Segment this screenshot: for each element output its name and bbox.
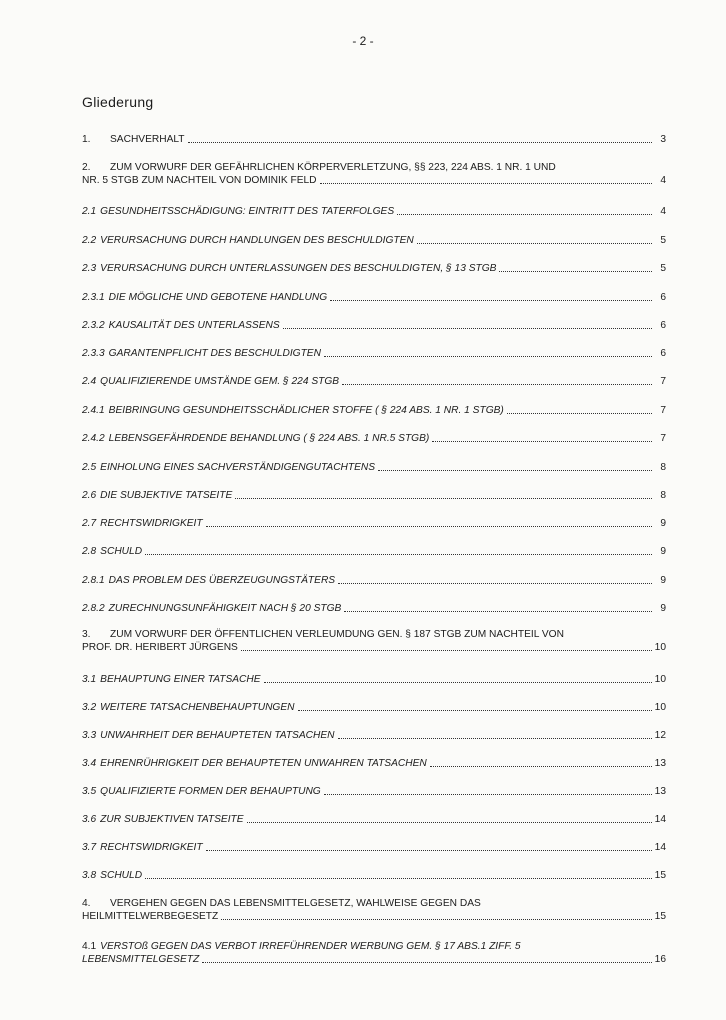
dot-leader [324,355,652,357]
toc-entry-title: QUALIFIZIERTE FORMEN DER BEHAUPTUNG [100,786,321,797]
toc-entry-title: DIE SUBJEKTIVE TATSEITE [100,490,233,501]
toc-entry-number: 3.2 [82,702,97,713]
toc-entry-number: 2.4 [82,376,97,387]
toc-entry [82,489,666,502]
toc-entry-page: 12 [654,730,666,741]
toc-entry-number: 2.8 [82,546,97,557]
dot-leader [206,525,652,527]
toc-entry-title: UNWAHRHEIT DER BEHAUPTETEN TATSACHEN [100,730,335,741]
toc-entry-number: 2.7 [82,518,97,529]
dot-leader [342,383,652,385]
toc-entry-page: 13 [654,786,666,797]
toc-entry-number: 3. [82,629,91,640]
page-title: Gliederung [82,94,154,110]
toc-entry-number: 2.8.2 [82,603,105,614]
toc-entry-title: SCHULD [100,546,143,557]
toc-entry-number: 2.3.1 [82,292,105,303]
toc-entry [82,841,666,854]
toc-entry [82,729,666,742]
toc-entry-page: 4 [660,206,666,217]
dot-leader [221,918,652,920]
toc-entry [82,319,666,332]
toc-entry [82,701,666,714]
toc-entry-number: 2.3 [82,263,97,274]
toc-entry-page: 14 [654,814,666,825]
toc-entry-number: 2.3.3 [82,348,105,359]
toc-entry-number: 2.8.1 [82,575,105,586]
toc-entry-title: DAS PROBLEM DES ÜBERZEUGUNGSTÄTERS [108,575,336,586]
toc-entry-title: VERURSACHUNG DURCH UNTERLASSUNGEN DES BESCHULDIGTEN, § 13 STGB [100,263,497,274]
toc-entry-page: 7 [660,433,666,444]
toc-entry-number: 3.1 [82,674,97,685]
toc-entry-title: EINHOLUNG EINES SACHVERSTÄNDIGENGUTACHTENS [100,462,376,473]
toc-entry [82,574,666,587]
toc-entry [82,897,666,923]
dot-leader [247,821,652,823]
toc-entry-page: 9 [660,603,666,614]
dot-leader [241,649,652,651]
toc-entry [82,432,666,445]
dot-leader [298,709,652,711]
toc-entry-title: KAUSALITÄT DES UNTERLASSENS [108,320,280,331]
toc-entry [82,161,666,187]
toc-entry [82,234,666,247]
toc-entry-title: QUALIFIZIERENDE UMSTÄNDE GEM. § 224 STGB [100,376,340,387]
dot-leader [330,299,652,301]
toc-entry-page: 14 [654,842,666,853]
toc-entry-title: EHRENRÜHRIGKEIT DER BEHAUPTETEN UNWAHREN TATSACHEN [100,758,427,769]
toc-entry-title: BEIBRINGUNG GESUNDHEITSSCHÄDLICHER STOFFE ( § 224 ABS. 1 NR. 1 STGB) [108,405,504,416]
toc-entry-number: 2.4.2 [82,433,105,444]
toc-entry-title: SCHULD [100,870,143,881]
dot-leader [338,582,652,584]
toc-entry-title: ZUM VORWURF DER ÖFFENTLICHEN VERLEUMDUNG GEN. § 187 STGB ZUM NACHTEIL VON [110,629,564,640]
dot-leader [206,849,652,851]
dot-leader [188,141,652,143]
toc-entry-number: 4.1 [82,941,97,952]
toc-entry-title: BEHAUPTUNG EINER TATSACHE [100,674,261,685]
toc-entry-page: 6 [660,320,666,331]
toc-entry-page: 8 [660,462,666,473]
toc-entry-number: 4. [82,898,91,909]
toc-entry-number: 2.2 [82,235,97,246]
toc-entry-title: SACHVERHALT [110,134,185,145]
toc-entry-number: 2.4.1 [82,405,105,416]
toc-entry-page: 9 [660,575,666,586]
toc-entry-page: 15 [654,870,666,881]
toc-entry-title: GARANTENPFLICHT DES BESCHULDIGTEN [108,348,321,359]
toc-entry-page: 10 [654,674,666,685]
dot-leader [145,553,652,555]
toc-entry [82,262,666,275]
toc-entry-title-continued: HEILMITTELWERBEGESETZ [82,911,219,922]
toc-entry-page: 6 [660,348,666,359]
dot-leader [324,793,652,795]
toc-entry-title: VERURSACHUNG DURCH HANDLUNGEN DES BESCHULDIGTEN [100,235,414,246]
dot-leader [344,610,652,612]
dot-leader [264,681,652,683]
dot-leader [378,469,652,471]
toc-entry-page: 10 [654,642,666,653]
toc-entry-number: 3.8 [82,870,97,881]
toc-entry-title-continued: NR. 5 STGB ZUM NACHTEIL VON DOMINIK FELD [82,175,317,186]
toc-entry-title: ZUR SUBJEKTIVEN TATSEITE [100,814,244,825]
dot-leader [499,270,652,272]
toc-entry-page: 7 [660,376,666,387]
dot-leader [417,242,652,244]
toc-entry-title-continued: PROF. DR. HERIBERT JÜRGENS [82,642,238,653]
dot-leader [338,737,652,739]
toc-entry-number: 2.1 [82,206,97,217]
toc-entry-number: 3.5 [82,786,97,797]
toc-entry [82,517,666,530]
toc-entry [82,347,666,360]
toc-entry-title: VERGEHEN GEGEN DAS LEBENSMITTELGESETZ, WAHLWEISE GEGEN DAS [110,898,481,909]
toc-entry [82,602,666,615]
toc-entry-number: 3.6 [82,814,97,825]
toc-entry-page: 9 [660,518,666,529]
toc-entry-page: 15 [654,911,666,922]
dot-leader [432,440,652,442]
toc-entry-number: 2.6 [82,490,97,501]
toc-entry-page: 13 [654,758,666,769]
toc-entry [82,757,666,770]
toc-entry [82,673,666,686]
toc-entry-number: 3.7 [82,842,97,853]
toc-entry [82,628,666,654]
toc-entry-title: GESUNDHEITSSCHÄDIGUNG: EINTRITT DES TATERFOLGES [100,206,395,217]
toc-entry-title: ZUM VORWURF DER GEFÄHRLICHEN KÖRPERVERLETZUNG, §§ 223, 224 ABS. 1 NR. 1 UND [110,162,556,173]
toc-entry-number: 2.3.2 [82,320,105,331]
dot-leader [145,877,652,879]
toc-entry [82,404,666,417]
dot-leader [320,182,652,184]
toc-entry [82,785,666,798]
toc-entry-page: 16 [654,954,666,965]
toc-entry [82,205,666,218]
dot-leader [430,765,652,767]
toc-entry-page: 8 [660,490,666,501]
toc-entry [82,461,666,474]
toc-entry-page: 5 [660,235,666,246]
toc-entry [82,813,666,826]
toc-entry-page: 9 [660,546,666,557]
dot-leader [202,961,652,963]
toc-entry [82,545,666,558]
dot-leader [283,327,652,329]
toc-entry [82,869,666,882]
toc-entry-number: 1. [82,134,91,145]
toc-entry-title: VERSTOß GEGEN DAS VERBOT IRREFÜHRENDER WERBUNG GEM. § 17 ABS.1 ZIFF. 5 [100,941,521,952]
toc-entry [82,133,666,146]
toc-entry-page: 3 [660,134,666,145]
toc-entry-page: 4 [660,175,666,186]
toc-entry-page: 5 [660,263,666,274]
toc-entry-title: DIE MÖGLICHE UND GEBOTENE HANDLUNG [108,292,328,303]
toc-entry-number: 2. [82,162,91,173]
toc-entry [82,940,666,966]
toc-entry-title: RECHTSWIDRIGKEIT [100,518,203,529]
toc-entry-page: 7 [660,405,666,416]
toc-entry [82,291,666,304]
toc-entry-number: 3.3 [82,730,97,741]
toc-entry-number: 3.4 [82,758,97,769]
toc-entry-page: 10 [654,702,666,713]
toc-entry-title: ZURECHNUNGSUNFÄHIGKEIT NACH § 20 STGB [108,603,342,614]
dot-leader [397,213,652,215]
toc-entry-number: 2.5 [82,462,97,473]
toc-entry-title: RECHTSWIDRIGKEIT [100,842,203,853]
dot-leader [507,412,652,414]
toc-entry-title: LEBENSGEFÄHRDENDE BEHANDLUNG ( § 224 ABS. 1 NR.5 STGB) [108,433,430,444]
toc-entry-page: 6 [660,292,666,303]
toc-entry-title-continued: LEBENSMITTELGESETZ [82,954,200,965]
dot-leader [235,497,652,499]
page-number: - 2 - [352,34,374,48]
toc-entry [82,375,666,388]
toc-entry-title: WEITERE TATSACHENBEHAUPTUNGEN [100,702,295,713]
